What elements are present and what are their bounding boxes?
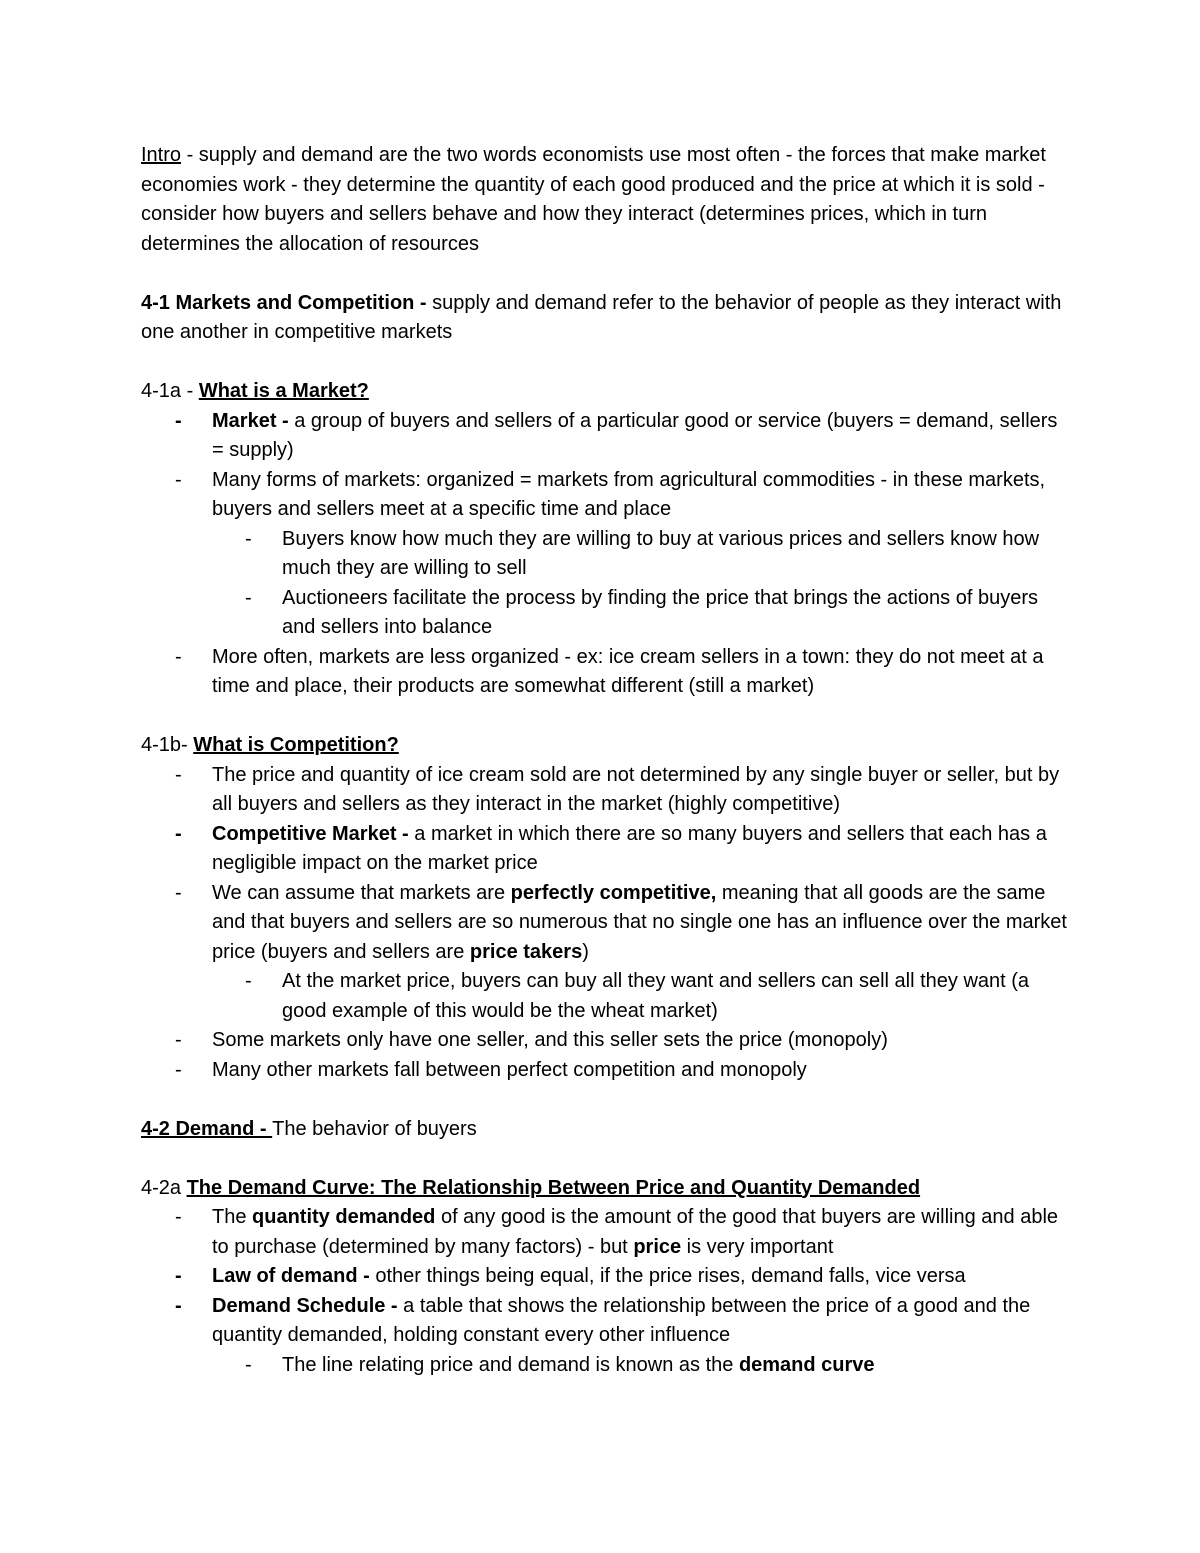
intro-label: Intro (141, 144, 182, 166)
section-4-2: 4-2 Demand - The behavior of buyers (141, 1117, 477, 1140)
section-4-2a-title: The Demand Curve: The Relationship Between Price and Quantity Demanded (186, 1176, 921, 1199)
list-item: - Competitive Market - a market in which there are so many buyers and sellers that each has a negligible impact on the market price (175, 822, 1047, 874)
list-item: - More often, markets are less organized - ex: ice cream sellers in a town: they do not meet at a time and place, their products are somewhat different (still a market) (175, 645, 1044, 697)
term-market: Market - (212, 409, 295, 432)
notes-body (141, 141, 1071, 1380)
list-item: - Law of demand - other things being equal, if the price rises, demand falls, vice versa (175, 1265, 966, 1287)
section-4-1-heading: 4-1 Markets and Competition - (141, 291, 433, 314)
list-item: - Auctioneers facilitate the process by finding the price that brings the actions of buyers and sellers into balance (245, 586, 1038, 638)
section-4-1a-list (141, 407, 1071, 702)
section-4-2a-heading: 4-2a The Demand Curve: The Relationship Between Price and Quantity Demanded (141, 1176, 921, 1199)
term-competitive-market: Competitive Market - (212, 822, 415, 845)
list-item: - The line relating price and demand is known as the demand curve (245, 1353, 875, 1376)
section-4-2-heading: 4-2 Demand - (141, 1117, 273, 1140)
section-4-1a-heading: 4-1a - What is a Market? (141, 380, 369, 402)
list-item: - At the market price, buyers can buy all they want and sellers can sell all they want (a good example of this would be the wheat market) (245, 970, 1030, 1022)
list-item: - We can assume that markets are perfectly competitive, meaning that all goods are the same and that buyers and sellers are so numerous that no single one has an influence over the market price (buyers and sellers are price takers) (175, 881, 1067, 963)
list-item: - The price and quantity of ice cream sold are not determined by any single buyer or seller, but by all buyers and sellers as they interact in the market (highly competitive) (175, 763, 1060, 815)
intro-paragraph: Intro - supply and demand are the two words economists use most often - the forces that make market economies work - they determine the quantity of each good produced and the price at which it is sold - consider how buyers and sellers behave and how they interact (determines prices, which in turn determines the allocation of resources (141, 144, 1046, 255)
list-item: - Many forms of markets: organized = markets from agricultural commodities - in these markets, buyers and sellers meet at a specific time and place (175, 468, 1046, 520)
list-item: - Market - a group of buyers and sellers of a particular good or service (buyers = demand, sellers = supply) (175, 409, 1058, 461)
list-item: - Demand Schedule - a table that shows the relationship between the price of a good and the quantity demanded, holding constant every other influence (175, 1294, 1031, 1346)
term-demand-curve: demand curve (738, 1353, 875, 1376)
section-4-1b-title: What is Competition? (193, 734, 399, 756)
term-perfectly-competitive: perfectly competitive, (510, 881, 717, 904)
section-4-2a-list (141, 1203, 1071, 1380)
list-item: - The quantity demanded of any good is the amount of the good that buyers are willing and able to purchase (determined by many factors) - but price is very important (175, 1206, 1059, 1258)
term-law-of-demand: Law of demand - (212, 1265, 376, 1287)
list-item: - Many other markets fall between perfect competition and monopoly (175, 1058, 807, 1081)
term-quantity-demanded: quantity demanded (252, 1206, 436, 1228)
list-item: - Some markets only have one seller, and this seller sets the price (monopoly) (175, 1029, 888, 1051)
list-item: - Buyers know how much they are willing to buy at various prices and sellers know how much they are willing to sell (245, 527, 1040, 579)
section-4-1b-heading: 4-1b- What is Competition? (141, 734, 399, 756)
term-demand-schedule: Demand Schedule - (212, 1294, 404, 1317)
term-price-takers: price takers (469, 940, 583, 963)
section-4-1a-title: What is a Market? (198, 380, 369, 402)
term-price: price (633, 1235, 682, 1258)
section-4-1: 4-1 Markets and Competition - supply and demand refer to the behavior of people as they interact with one another in competitive markets (141, 291, 1062, 343)
section-4-1b-list (141, 761, 1071, 1086)
